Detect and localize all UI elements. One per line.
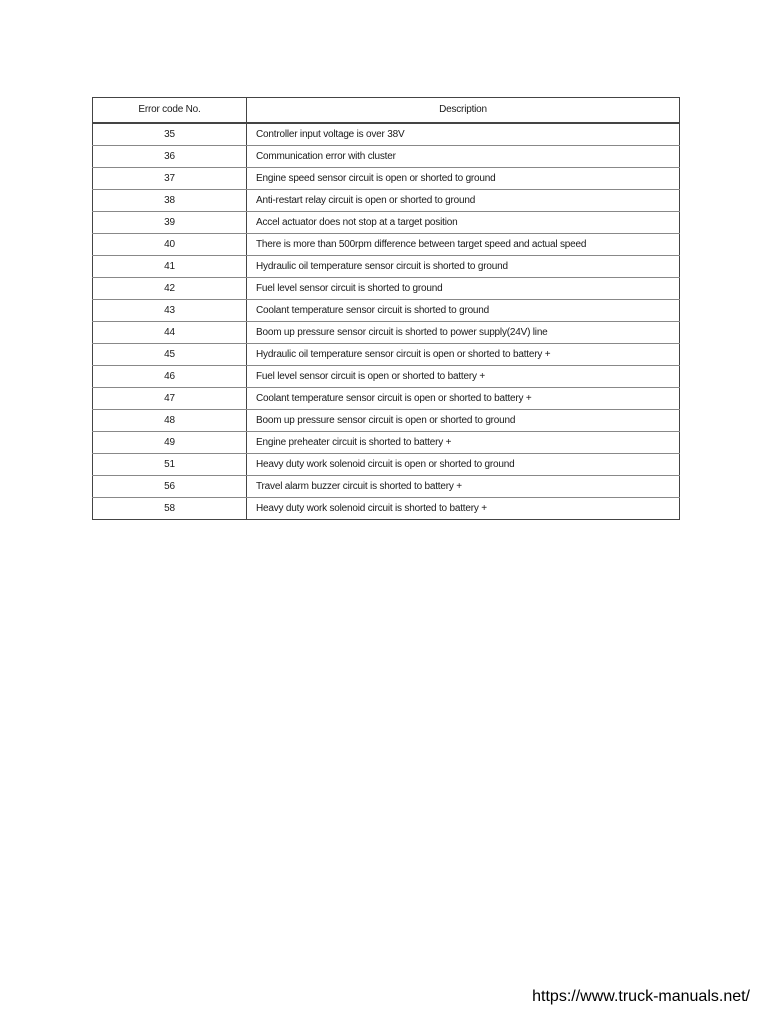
table-row	[93, 388, 680, 410]
error-code-cell: 39	[93, 212, 247, 234]
table-row	[93, 256, 680, 278]
description-cell: Boom up pressure sensor circuit is shorted to power supply(24V) line	[247, 322, 680, 344]
error-code-cell: 42	[93, 278, 247, 300]
error-code-cell: 49	[93, 432, 247, 454]
description-cell: Communication error with cluster	[247, 146, 680, 168]
table-row	[93, 168, 680, 190]
table-row	[93, 190, 680, 212]
error-code-cell: 43	[93, 300, 247, 322]
table-header-row	[93, 98, 680, 124]
error-code-cell: 40	[93, 234, 247, 256]
table-row	[93, 278, 680, 300]
table-row	[93, 476, 680, 498]
description-cell: Coolant temperature sensor circuit is open or shorted to battery +	[247, 388, 680, 410]
error-code-cell: 35	[93, 123, 247, 146]
table-row	[93, 300, 680, 322]
error-code-cell: 51	[93, 454, 247, 476]
error-code-cell: 58	[93, 498, 247, 520]
header-description: Description	[247, 98, 680, 124]
error-code-table	[92, 97, 680, 520]
description-cell: Hydraulic oil temperature sensor circuit is open or shorted to battery +	[247, 344, 680, 366]
description-cell: Accel actuator does not stop at a target position	[247, 212, 680, 234]
error-code-cell: 41	[93, 256, 247, 278]
description-cell: Hydraulic oil temperature sensor circuit is shorted to ground	[247, 256, 680, 278]
table-row	[93, 410, 680, 432]
table-row	[93, 146, 680, 168]
error-code-cell: 47	[93, 388, 247, 410]
error-code-cell: 48	[93, 410, 247, 432]
description-cell: Anti-restart relay circuit is open or shorted to ground	[247, 190, 680, 212]
description-cell: Fuel level sensor circuit is open or shorted to battery +	[247, 366, 680, 388]
error-code-cell: 45	[93, 344, 247, 366]
table-body	[93, 123, 680, 520]
error-code-cell: 37	[93, 168, 247, 190]
table-row	[93, 432, 680, 454]
error-code-cell: 46	[93, 366, 247, 388]
description-cell: Engine speed sensor circuit is open or shorted to ground	[247, 168, 680, 190]
description-cell: Controller input voltage is over 38V	[247, 123, 680, 146]
description-cell: Coolant temperature sensor circuit is shorted to ground	[247, 300, 680, 322]
table-row	[93, 212, 680, 234]
table-row	[93, 366, 680, 388]
table-row	[93, 498, 680, 520]
description-cell: Travel alarm buzzer circuit is shorted to battery +	[247, 476, 680, 498]
table-row	[93, 322, 680, 344]
table-row	[93, 123, 680, 146]
description-cell: Boom up pressure sensor circuit is open or shorted to ground	[247, 410, 680, 432]
error-code-cell: 36	[93, 146, 247, 168]
footer-url[interactable]: https://www.truck-manuals.net/	[532, 988, 750, 1005]
description-cell: Engine preheater circuit is shorted to battery +	[247, 432, 680, 454]
error-code-cell: 44	[93, 322, 247, 344]
header-error-code: Error code No.	[93, 98, 247, 124]
description-cell: Heavy duty work solenoid circuit is open or shorted to ground	[247, 454, 680, 476]
description-cell: Fuel level sensor circuit is shorted to ground	[247, 278, 680, 300]
error-code-cell: 56	[93, 476, 247, 498]
table-row	[93, 234, 680, 256]
error-code-cell: 38	[93, 190, 247, 212]
description-cell: There is more than 500rpm difference between target speed and actual speed	[247, 234, 680, 256]
table-row	[93, 454, 680, 476]
table-row	[93, 344, 680, 366]
description-cell: Heavy duty work solenoid circuit is shorted to battery +	[247, 498, 680, 520]
